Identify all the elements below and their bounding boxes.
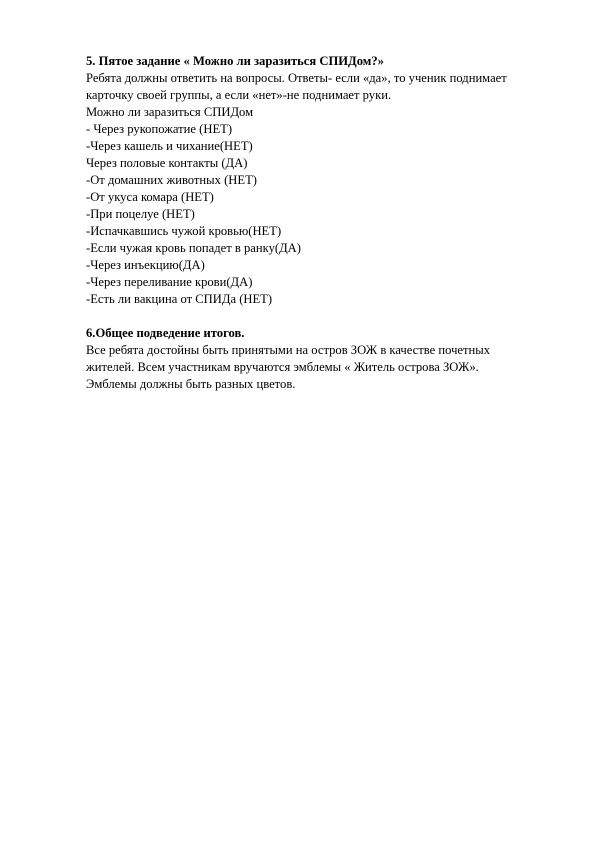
section-5-intro-line-1: Ребята должны ответить на вопросы. Ответы- если «да», то ученик поднимает	[86, 71, 507, 85]
section-6	[86, 325, 566, 393]
answer-item: -Испачкавшись чужой кровью(НЕТ)	[86, 224, 282, 238]
answer-item: Через половые контакты (ДА)	[86, 156, 248, 170]
answer-item: -Через кашель и чихание(НЕТ)	[86, 139, 253, 153]
section-5-heading: 5. Пятое задание « Можно ли заразиться СПИДом?»	[86, 54, 384, 68]
section-6-line-3: Эмблемы должны быть разных цветов.	[86, 377, 296, 391]
answer-item: -Если чужая кровь попадет в ранку(ДА)	[86, 241, 301, 255]
section-6-line-1: Все ребята достойны быть принятыми на остров ЗОЖ в качестве почетных	[86, 343, 491, 357]
section-5-question: Можно ли заразиться СПИДом	[86, 105, 254, 119]
section-6-line-2: жителей. Всем участникам вручаются эмблемы « Житель острова ЗОЖ».	[86, 360, 479, 374]
answer-item: -Через переливание крови(ДА)	[86, 275, 253, 289]
paragraph-gap	[86, 308, 566, 325]
answer-item: -Через инъекцию(ДА)	[86, 258, 205, 272]
section-5	[86, 53, 566, 308]
section-5-intro-line-2: карточку своей группы, а если «нет»-не поднимает руки.	[86, 88, 392, 102]
document-page	[86, 53, 566, 393]
answer-item: -От укуса комара (НЕТ)	[86, 190, 214, 204]
answer-item: - Через рукопожатие (НЕТ)	[86, 122, 233, 136]
section-6-heading: 6.Общее подведение итогов.	[86, 326, 245, 340]
answer-item: -При поцелуе (НЕТ)	[86, 207, 195, 221]
answer-item: -Есть ли вакцина от СПИДа (НЕТ)	[86, 292, 273, 306]
answer-item: -От домашних животных (НЕТ)	[86, 173, 257, 187]
